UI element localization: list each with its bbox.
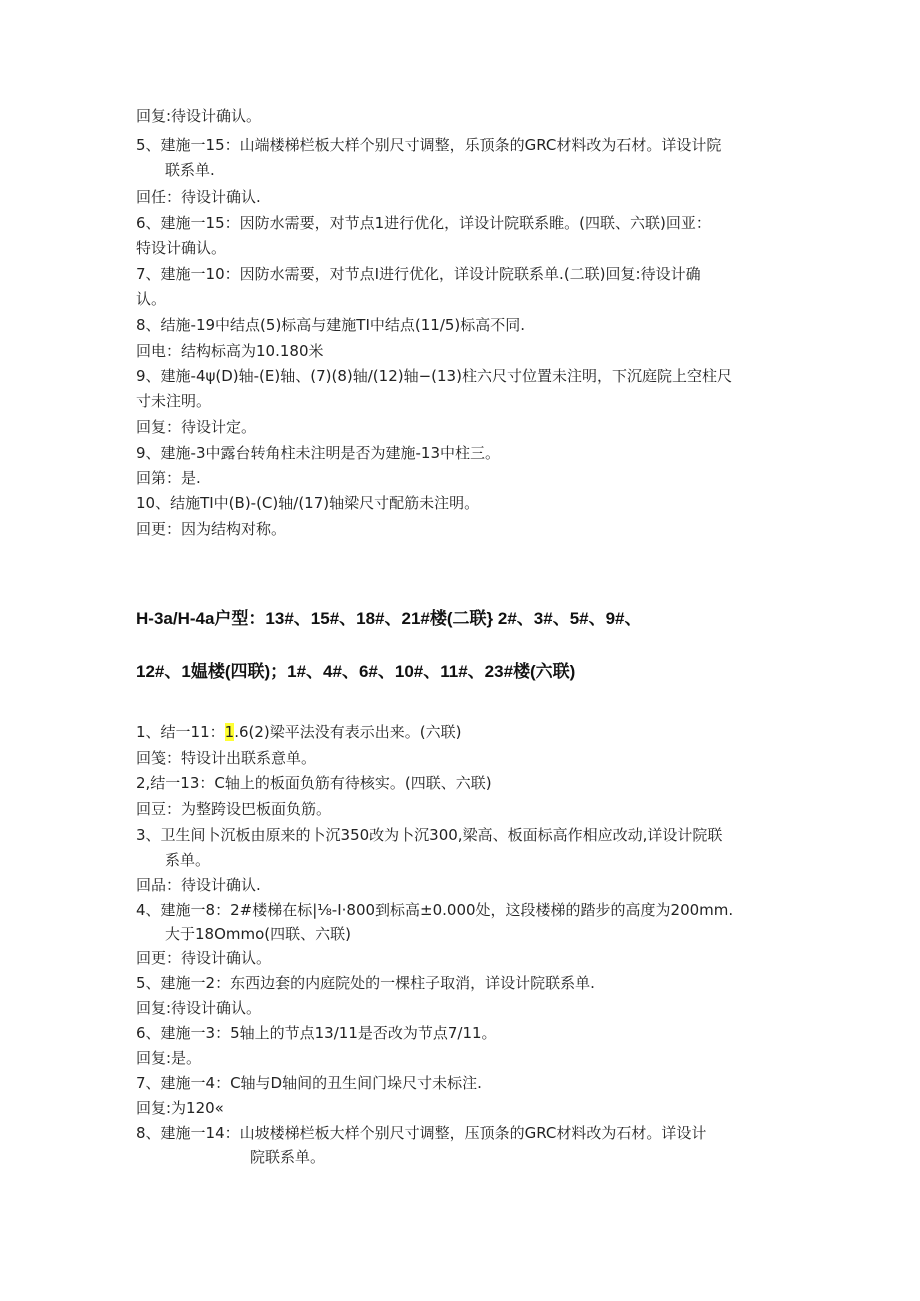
item-line: 10、结施TI中(B)-(C)轴/(17)轴梁尺寸配筋未注明。 (136, 494, 480, 512)
item-continuation: 寸未注明。 (136, 392, 212, 410)
item-prefix: 1、结一11： (136, 723, 225, 741)
item-continuation: 系单。 (165, 851, 211, 869)
reply-line: 回第：是. (136, 469, 201, 487)
reply-line: 回更：因为结构对称。 (136, 520, 287, 538)
item-continuation: 特设计确认。 (136, 239, 227, 257)
item-continuation: 认。 (136, 290, 167, 308)
item-line: 5、建施一15：山端楼梯栏板大样个别尺寸调整，乐顶条的GRC材料改为石材。详设计院 (136, 136, 722, 154)
item-continuation: 大于18Ommo(四联、六联) (165, 925, 351, 943)
reply-line: 回复:是。 (136, 1049, 202, 1067)
section-heading-line1: H-3a/H-4a户型：13#、15#、18#、21#楼(二联} 2#、3#、5#、9#、 (136, 609, 642, 628)
item-line (136, 720, 461, 744)
item-continuation: 联系单. (165, 161, 215, 179)
item-line: 8、结施-19中结点(5)标高与建施TI中结点(11/5)标高不同. (136, 316, 526, 334)
reply-line: 回电：结构标高为10.180米 (136, 342, 324, 360)
highlighted-text: 1 (224, 723, 235, 741)
item-line: 6、建施一3：5轴上的节点13/11是否改为节点7/11。 (136, 1024, 497, 1042)
item-line: 7、建施一10：因防水需要，对节点I进行优化，详设计院联系单.(二联)回复:待设计确 (136, 265, 701, 283)
reply-line: 回复：待设计定。 (136, 418, 257, 436)
item-line: 3、卫生间卜沉板由原来的卜沉350改为卜沉300,梁高、板面标高作相应改动,详设计院联 (136, 826, 723, 844)
item-line: 6、建施一15：因防水需要，对节点1进行优化，详设计院联系睢。(四联、六联)回亚： (136, 214, 711, 232)
item-line: 2,结一13：C轴上的板面负筋有待核实。(四联、六联) (136, 774, 492, 792)
item-line: 9、建施-4ψ(D)轴-(E)轴、(7)(8)轴/(12)轴−(13)柱六尺寸位置未注明，下沉庭院上空柱尺 (136, 367, 732, 385)
reply-line: 回复:为120« (136, 1099, 224, 1117)
reply-line: 回笺：特设计出联系意单。 (136, 749, 317, 767)
item-line: 5、建施一2：东西边套的内庭院处的一棵柱子取消，详设计院联系单. (136, 974, 595, 992)
reply-line: 回更：待设计确认。 (136, 949, 272, 967)
item-line: 8、建施一14：山坡楼梯栏板大样个别尺寸调整，压顶条的GRC材料改为石材。详设计 (136, 1124, 707, 1142)
reply-line: 回任：待设计确认. (136, 188, 261, 206)
item-line: 4、建施一8：2#楼梯在标|⅛-I·800到标高±0.000处，这段楼梯的踏步的高度为200mm. (136, 901, 734, 919)
reply-line: 回豆：为整跨设巴板面负筋。 (136, 800, 332, 818)
reply-line: 回复:待设计确认。 (136, 999, 262, 1017)
section-heading-line2: 12#、1媪楼(四联)；1#、4#、6#、10#、11#、23#楼(六联) (136, 662, 576, 681)
item-line: 7、建施一4：C轴与D轴间的丑生间门垛尺寸未标注. (136, 1074, 482, 1092)
item-rest: .6(2)梁平法没有表示出来。(六联) (234, 723, 462, 741)
reply-line: 回复:待设计确认。 (136, 107, 262, 125)
item-line: 9、建施-3中露台转角柱未注明是否为建施-13中柱三。 (136, 444, 501, 462)
item-continuation: 院联系单。 (250, 1148, 326, 1166)
reply-line: 回品：待设计确认. (136, 876, 261, 894)
